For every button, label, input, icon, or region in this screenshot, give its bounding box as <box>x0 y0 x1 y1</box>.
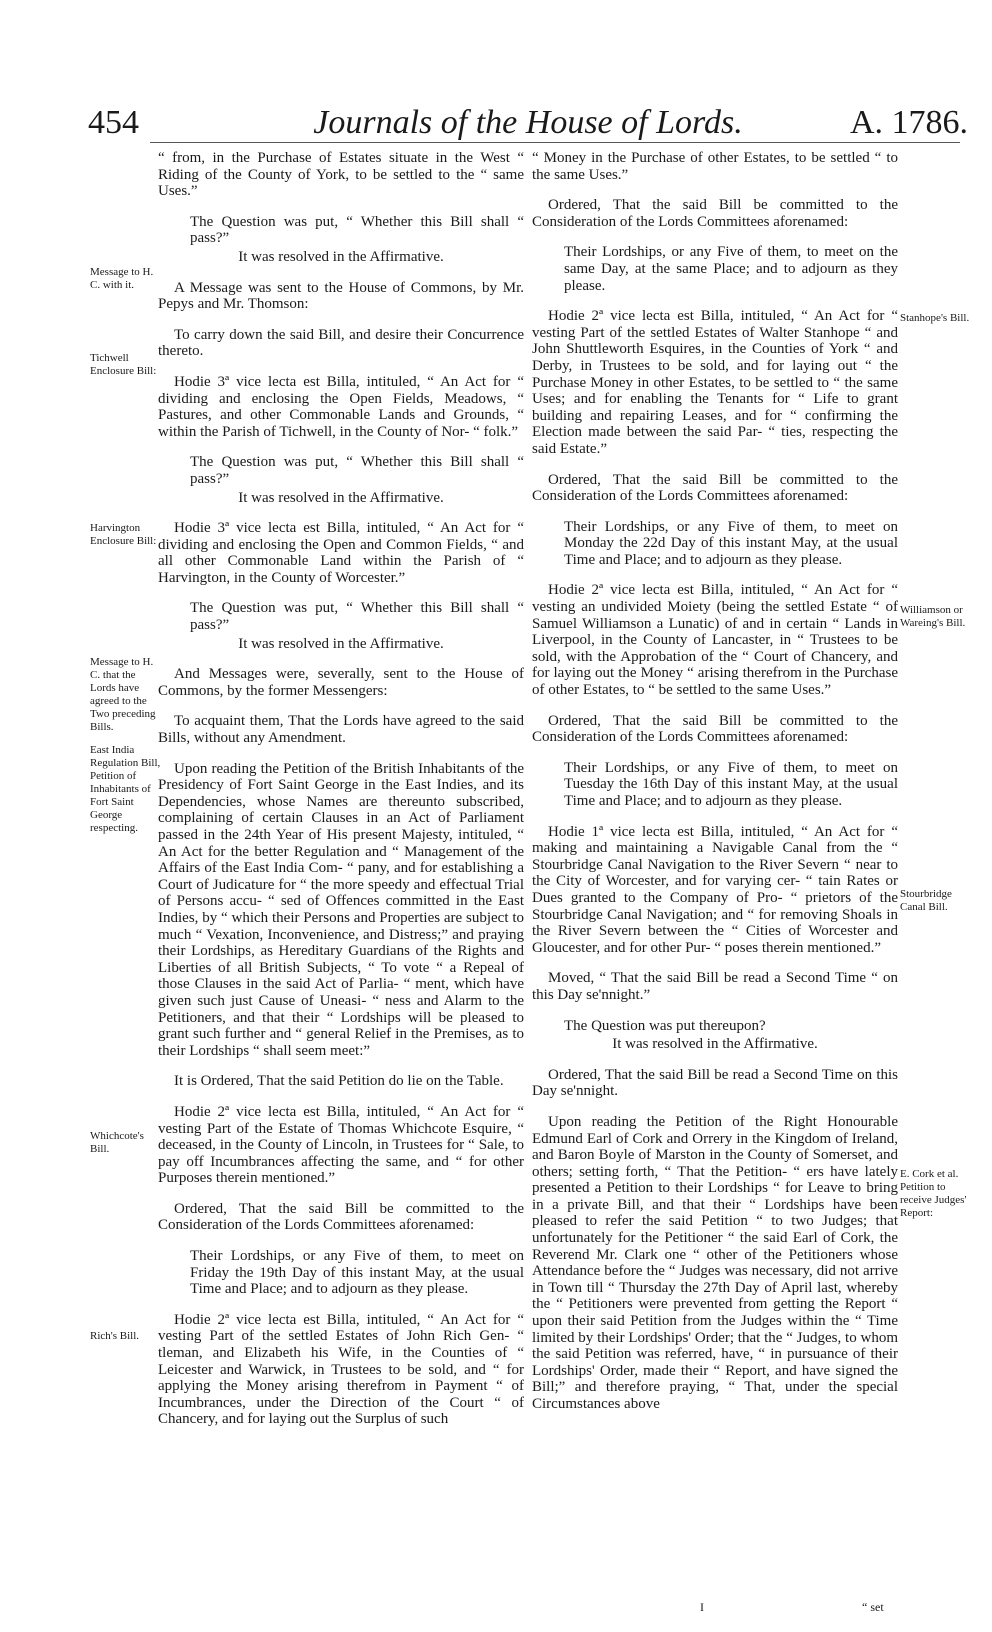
question-text: The Question was put, “ Whether this Bill shall “ pass?” <box>190 213 524 247</box>
paragraph: Their Lordships, or any Five of them, to meet on Friday the 19th Day of this instant May, at the usual Time and Place; and to adjourn as they please. <box>190 1248 524 1298</box>
resolution-text: It was resolved in the Affirmative. <box>612 1036 818 1053</box>
paragraph: A Message was sent to the House of Commons, by Mr. Pepys and Mr. Thomson: <box>158 279 524 313</box>
page-header <box>88 96 968 146</box>
running-title: Journals of the House of Lords. <box>313 104 743 141</box>
paragraph: Ordered, That the said Bill be committed to the Consideration of the Lords Committees aforenamed: <box>532 712 898 746</box>
paragraph: Moved, “ That the said Bill be read a Second Time “ on this Day se'nnight.” <box>532 970 898 1003</box>
margin-note-whichcote: Whichcote's Bill. <box>90 1130 144 1155</box>
paragraph: To carry down the said Bill, and desire their Concurrence thereto. <box>158 326 524 360</box>
year-label: A. 1786. <box>849 104 968 141</box>
paragraph: Hodie 3ª vice lecta est Billa, intituled, “ An Act for “ dividing and enclosing the Open and Common Fields, “ and all other Commonable Land within the Parish of “ Harvington, in the County of Worcester.” <box>158 520 524 586</box>
margin-note-cork: E. Cork et al. Petition to receive Judges' Report: <box>900 1168 967 1219</box>
margin-note-williamson: Williamson or Wareing's Bill. <box>900 604 966 629</box>
paragraph: Hodie 2ª vice lecta est Billa, intituled, “ An Act for “ vesting Part of the settled Estates of Walter Stanhope “ and John Shuttleworth Esquires, in the Counties of York “ and Derby, in Trustees to be sold, and for laying out “ the Purchase Money in other Estates, to be settled to “ the same Uses; and for enabling the Tenants for “ Life to grant building and repairing Leases, and for “ confirming the Election made between the said Par- “ ties, respecting the said Estate.” <box>532 308 898 457</box>
margin-note-message-two-bills: Message to H. C. that the Lords have agreed to the Two preceding Bills. <box>90 656 156 733</box>
margin-note-rich: Rich's Bill. <box>90 1330 140 1342</box>
margin-note-harvington: Harvington Enclosure Bill: <box>90 522 157 547</box>
paragraph: It is Ordered, That the said Petition do lie on the Table. <box>174 1073 504 1090</box>
paragraph: “ Money in the Purchase of other Estates, to be settled “ to the same Uses.” <box>532 150 898 183</box>
paragraph: “ from, in the Purchase of Estates situate in the West “ Riding of the County of York, to be settled to the “ same Uses.” <box>158 150 524 200</box>
resolution-text: It was resolved in the Affirmative. <box>238 489 444 506</box>
right-column <box>532 150 898 1427</box>
question-text: The Question was put, “ Whether this Bill shall “ pass?” <box>190 454 524 487</box>
paragraph: Their Lordships, or any Five of them, to meet on the same Day, at the same Place; and to adjourn as they please. <box>564 244 898 294</box>
signature-mark: I <box>700 1600 704 1614</box>
catchword: “ set <box>862 1600 884 1614</box>
paragraph: Ordered, That the said Bill be committed to the Consideration of the Lords Committees aforenamed: <box>532 471 898 505</box>
paragraph: To acquaint them, That the Lords have agreed to the said Bills, without any Amendment. <box>158 713 524 747</box>
margin-note-message-hc: Message to H. C. with it. <box>90 266 154 291</box>
paragraph: Hodie 1ª vice lecta est Billa, intituled, “ An Act for “ making and maintaining a Navigable Canal from the “ Stourbridge Canal Navigation to the River Severn “ near to the City of Worcester, and for varying cer- “ tain Rates or Dues granted to the Company of Pro- “ prietors of the Stourbridge Canal Navigation; and “ for removing Shoals in the River Severn between the “ Cities of Worcester and Gloucester, and for other Pur- “ poses therein mentioned.” <box>532 823 898 956</box>
paragraph: Hodie 3ª vice lecta est Billa, intituled, “ An Act for “ dividing and enclosing the Open Fields, Meadows, “ Pastures, and other Commonable Lands and Grounds, “ within the Parish of Tichwell, in the County of Nor- “ folk.” <box>158 373 524 440</box>
margin-note-stourbridge: Stourbridge Canal Bill. <box>900 888 952 913</box>
paragraph: Ordered, That the said Bill be committed to the Consideration of the Lords Committees aforenamed: <box>158 1200 524 1234</box>
left-column <box>158 150 524 1442</box>
page-number: 454 <box>88 104 139 141</box>
question-text: The Question was put thereupon? <box>564 1017 766 1034</box>
paragraph: Hodie 2ª vice lecta est Billa, intituled, “ An Act for “ vesting Part of the Estate of Thomas Whichcote Esquire, “ deceased, in the County of Lincoln, in Trustees for “ Sale, to pay off Incumbrances affecting the same, and “ for other Purposes therein mentioned.” <box>158 1103 524 1187</box>
paragraph: Hodie 2ª vice lecta est Billa, intituled, “ An Act for “ vesting an undivided Moiety (being the settled Estate “ of Samuel Williamson a Lunatic) of and in certain “ Lands in Liverpool, in the County of Lancaster, in “ Trustees to be sold, with the Approbation of the “ Court of Chancery, and for laying out the Money “ arising therefrom in the Purchase of other Estates, to “ be settled to the same Uses.” <box>532 582 898 699</box>
paragraph: Upon reading the Petition of the Right Honourable Edmund Earl of Cork and Orrery in the Kingdom of Ireland, and Baron Boyle of Marston in the County of Somerset, and others; setting forth, “ That the Petition- “ ers have lately presented a Petition to their Lordships “ for Leave to bring in a private Bill, and that their “ Lordships have been pleased to refer the said Petition “ to two Judges; that unfortunately for the Petitioner “ the said Earl of Cork, the Reverend Mr. Clark one “ other of the Petitioners whose Attendance before the “ Judges was necessary, did not arrive in Town till “ Thursday the 27th Day of April last, whereby the “ Petitioners were prevented from getting the Report “ upon their said Petition from the Judges within the “ Time limited by their Lordships' Order; that the “ Judges, to whom the said Petition was referred, have, “ in pursuance of their Lordships' Order, made their “ Report, and have signed the Bill;” and therefore praying, “ That, under the special Circumstances above <box>532 1113 898 1412</box>
paragraph: Their Lordships, or any Five of them, to meet on Tuesday the 16th Day of this instant May, at the usual Time and Place; and to adjourn as they please. <box>564 759 898 809</box>
resolution-text: It was resolved in the Affirmative. <box>238 248 444 265</box>
paragraph: Ordered, That the said Bill be committed to the Consideration of the Lords Committees aforenamed: <box>532 197 898 230</box>
paragraph: Ordered, That the said Bill be read a Second Time on this Day se'nnight. <box>532 1066 898 1100</box>
resolution-text: It was resolved in the Affirmative. <box>238 635 444 652</box>
paragraph: And Messages were, severally, sent to the House of Commons, by the former Messengers: <box>158 666 524 699</box>
paragraph: Hodie 2ª vice lecta est Billa, intituled, “ An Act for “ vesting Part of the settled Estates of John Rich Gen- “ tleman, and Elizabeth his Wife, in the Counties of “ Leicester and Warwick, in Trustees to be sold, and “ for applying the Money arising therefrom in Payment “ of Incumbrances, under the Direction of the Court “ of Chancery, and for laying out the Surplus of such <box>158 1311 524 1428</box>
paragraph: Upon reading the Petition of the British Inhabitants of the Presidency of Fort Saint George in the East Indies, and its Dependencies, whose Names are thereunto subscribed, complaining of certain Clauses in an Act of Parliament passed in the 24th Year of His present Majesty, intituled, “ An Act for the better Regulation and “ Management of the Affairs of the East India Com- “ pany, and for establishing a Court of Judicature for “ the more speedy and effectual Trial of Persons accu- “ sed of Offences committed in the East Indies, by “ which their Persons and Properties are subject to much “ Vexation, Inconvenience, and Distress;” and praying their Lordships, as Hereditary Guardians of the Rights and Liberties of all British Subjects, “ To vote “ a Repeal of those Clauses in the said Act of Parlia- “ ment, which have given such just Cause of Uneasi- “ ness and Alarm to the Petitioners, and that their “ Lordships will be pleased to grant such further and “ general Relief in the Premises, as to their Lordships “ shall seem meet:” <box>158 760 524 1059</box>
margin-note-tichwell: Tichwell Enclosure Bill: <box>90 352 157 377</box>
margin-note-east-india: East India Regulation Bill, Petition of Inhabitants of Fort Saint George respecting. <box>90 744 161 834</box>
margin-note-stanhope: Stanhope's Bill. <box>900 312 970 324</box>
paragraph: Their Lordships, or any Five of them, to meet on Monday the 22d Day of this instant May, at the usual Time and Place; and to adjourn as they please. <box>564 518 898 568</box>
header-rule <box>150 142 960 143</box>
question-text: The Question was put, “ Whether this Bill shall “ pass?” <box>190 600 524 634</box>
